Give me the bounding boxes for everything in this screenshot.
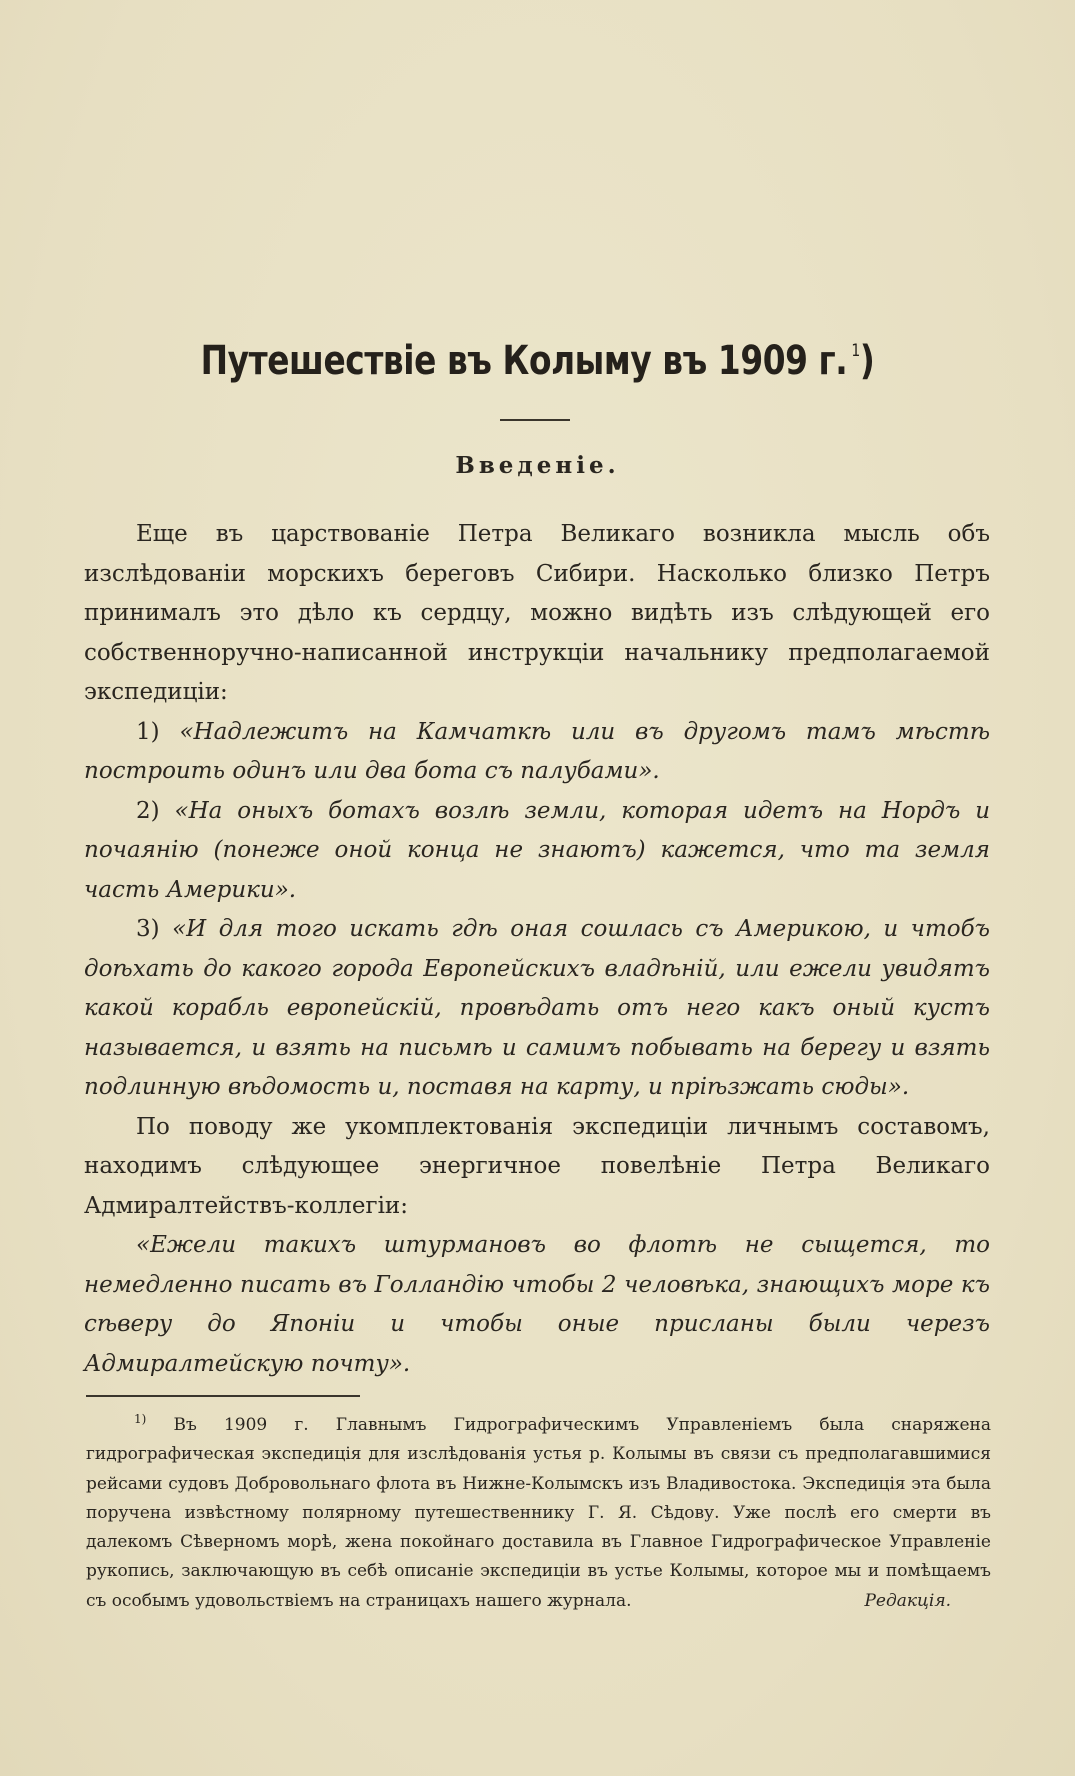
- quote-decree: «Ежели такихъ штурмановъ во флотѣ не сыщется, то немедленно писать въ Голландію чтобы 2 человѣка, знающихъ море къ сѣверу до Японіи и чтобы оные присланы были черезъ Адмиралтейскую почту».: [84, 1232, 990, 1377]
- instruction-item-1: [84, 713, 990, 792]
- body-text: [84, 515, 990, 1384]
- footnote-divider: [86, 1395, 360, 1397]
- item-number: 1): [136, 718, 160, 745]
- footnote-text: Въ 1909 г. Главнымъ Гидрографическимъ Управленіемъ была снаряжена гидрографическая экспедиція для изслѣдованія устья р. Колымы въ связи съ предполагавшимися рейсами судовъ Добровольнаго флота въ Нижне-Колымскъ изъ Владивостока. Экспедиція эта была поручена извѣстному полярному путешественнику Г. Я. Сѣдову. Уже послѣ его смерти въ далекомъ Сѣверномъ морѣ, жена покойнаго доставила въ Главное Гидрографическое Управленіе рукопись, заключающую въ себѣ описаніе экспедиціи въ устье Колымы, которое мы и помѣщаемъ съ особымъ удовольствіемъ на страницахъ нашего журнала.: [86, 1415, 992, 1611]
- item-text: «Надлежитъ на Камчаткѣ или въ другомъ тамъ мѣстѣ построить одинъ или два бота съ палубами».: [84, 718, 990, 784]
- title-footnote-paren: ): [859, 338, 875, 384]
- footnote: [86, 1405, 991, 1616]
- item-number: 3): [136, 916, 160, 942]
- section-heading: Введеніе.: [455, 452, 620, 479]
- instruction-item-3: [84, 910, 990, 1108]
- title-text: Путешествіе въ Колыму въ 1909 г.: [200, 338, 848, 384]
- footnote-mark: 1): [134, 1412, 147, 1426]
- page-title: [97, 338, 979, 384]
- instruction-item-2: [84, 792, 990, 911]
- title-footnote-mark: 1: [851, 341, 860, 361]
- paragraph-intro: Еще въ царствованіе Петра Великаго возникла мысль объ изслѣдованіи морскихъ береговъ Сибири. Насколько близко Петръ принималъ это дѣло къ сердцу, можно видѣть изъ слѣдующей его собственноручно-написанной инструкціи начальнику предполагаемой экспедиціи:: [84, 521, 990, 705]
- item-text: «И для того искать гдѣ оная сошлась съ Америкою, и чтобъ доѣхать до какого города Европейскихъ владѣній, или ежели увидятъ какой корабль европейскій, провѣдать отъ него какъ оный кустъ называется, и взять на письмѣ и самимъ побывать на берегу и взять подлинную вѣдомость и, поставя на карту, и пріѣзжать сюды».: [84, 916, 991, 1100]
- editorial-signature: Редакція.: [864, 1590, 951, 1611]
- paragraph-staffing: По поводу же укомплектованія экспедиціи личнымъ составомъ, находимъ слѣдующее энергичное повелѣніе Петра Великаго Адмиралтействъ-коллегіи:: [84, 1113, 990, 1219]
- title-divider: [500, 419, 570, 421]
- item-number: 2): [136, 797, 160, 824]
- item-text: «На оныхъ ботахъ возлѣ земли, которая идетъ на Нордъ и почаянію (понеже оной конца не знаютъ) кажется, что та земля часть Америки».: [84, 797, 991, 903]
